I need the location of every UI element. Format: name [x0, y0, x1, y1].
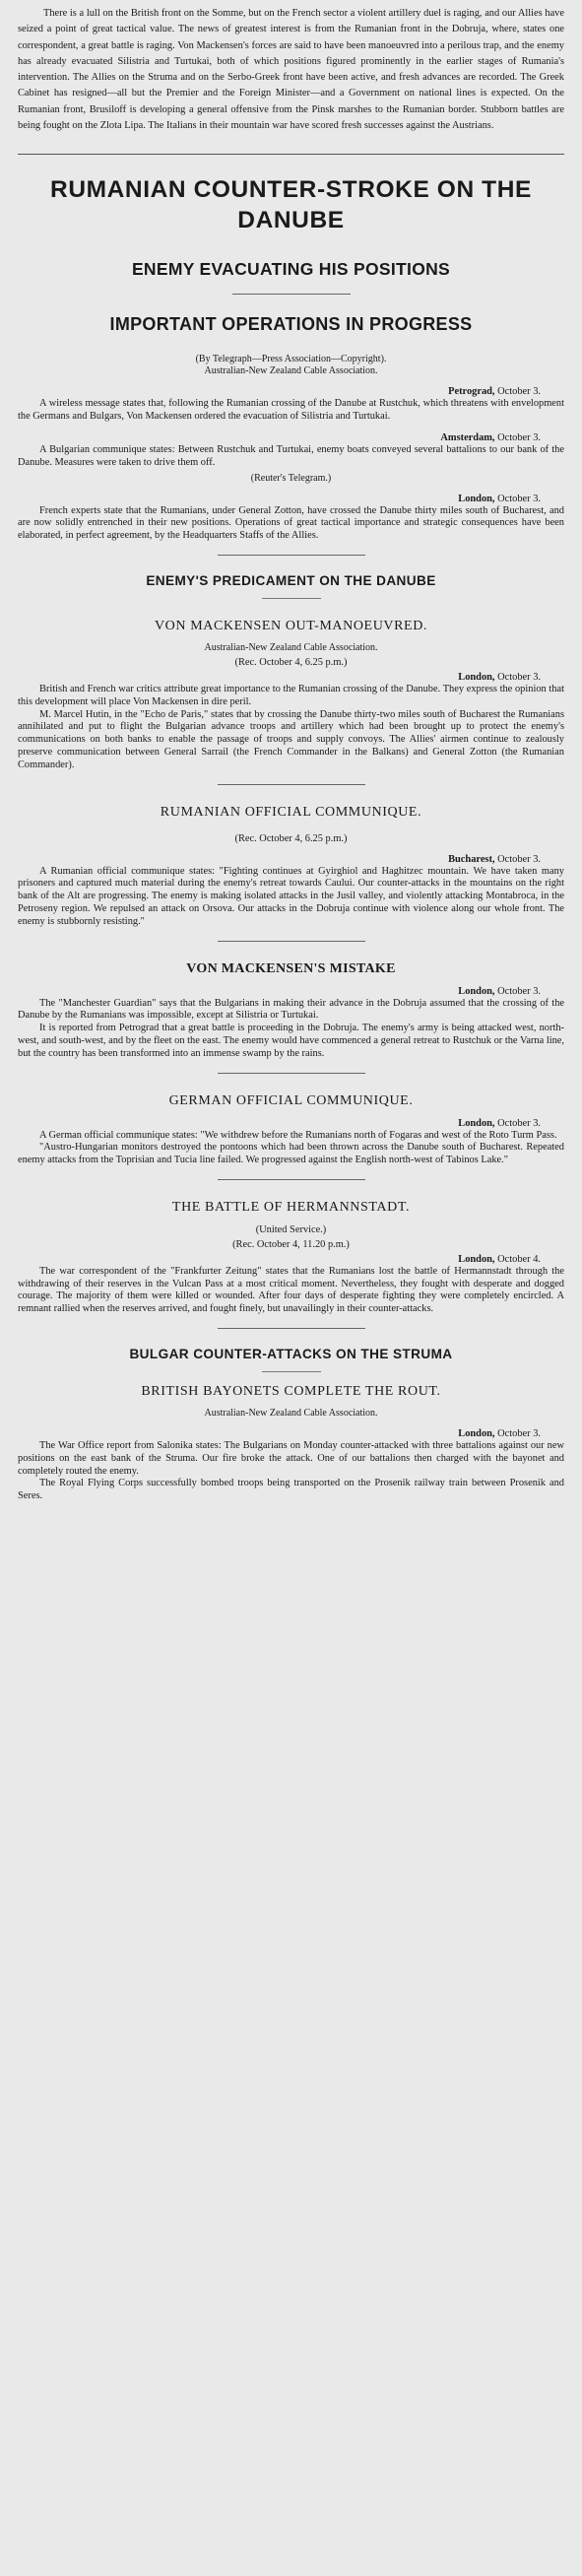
received-line: (Rec. October 4, 6.25 p.m.) [234, 832, 348, 844]
divider-rule [232, 294, 351, 295]
divider-rule [218, 1073, 365, 1074]
received-line: (Rec. October 4, 6.25 p.m.) [234, 656, 348, 668]
subheadline-operations: IMPORTANT OPERATIONS IN PROGRESS [109, 314, 473, 335]
dateline-place: Bucharest, [448, 853, 495, 865]
dateline [18, 493, 541, 505]
dateline-date: October 3. [494, 431, 541, 443]
dateline [18, 853, 541, 866]
dateline-place: London, [458, 1428, 495, 1440]
section-title: RUMANIAN OFFICIAL COMMUNIQUE. [160, 804, 422, 820]
agency-line: Australian-New Zealand Cable Association. [204, 641, 378, 653]
article-paragraph: The war correspondent of the "Frankfurter Zeitung" states that the Rumanians lost the battle of Hermannstadt through the withdrawing of their reserves in the Vulcan Pass at a most critical moment. Nevertheless, they fought with desperate and dogged courage. The majority of them were killed or wounded. After four days of desperate fighting they were completely encircled. A remnant rallied when the reserves arrived, and fought finely, but unavailingly in their counter-attacks. [18, 1265, 564, 1315]
section-subtitle: BRITISH BAYONETS COMPLETE THE ROUT. [141, 1384, 441, 1400]
article-paragraph: M. Marcel Hutin, in the "Echo de Paris," states that by crossing the Danube thirty-two miles south of Bucharest the Rumanians annihilated and put to flight the Bulgarian advance troops and artillery which had been brought up to protect the enemy's communications on both banks to enable the passage of troops and supply convoys. The Allies' airmen continue to zealously preserve communication between General Sarrail (the French Commander in the Balkans) and General Zotton (the Rumanian Commander). [18, 708, 564, 770]
dateline-date: October 3. [494, 985, 541, 997]
dateline [18, 1427, 541, 1440]
article-paragraph: The War Office report from Salonika states: The Bulgarians on Monday counter-attacked with three battalions against our new positions on the east bank of the Struma. Our fire broke the attack. One of our battalions then charged with the bayonet and completely routed the enemy. [18, 1440, 564, 1477]
dateline-date: October 3. [494, 386, 541, 398]
agency-line: Australian-New Zealand Cable Association. [204, 1408, 378, 1420]
agency-line: Australian-New Zealand Cable Association. [204, 365, 378, 377]
credit-line: (By Telegraph—Press Association—Copyright). [195, 354, 387, 365]
section-title: ENEMY'S PREDICAMENT ON THE DANUBE [146, 572, 436, 588]
dateline-date: October 3. [494, 1428, 541, 1440]
article-paragraph: A Bulgarian communique states: Between Rustchuk and Turtukai, enemy boats conveyed several battalions to our bank of the Danube. Measures were taken to drive them off. [18, 443, 564, 468]
article-paragraph: French experts state that the Rumanians, under General Zotton, have crossed the Danube thirty miles south of Bucharest, and are now solidly entrenched in their new positions. Operations of great tactical importance and strategic consequences have been elaborated, in perfect agreement, by the Headquarters Staffs of the Allies. [18, 504, 564, 542]
divider-rule [18, 154, 564, 155]
dateline [18, 1117, 541, 1130]
dateline-date: October 4. [494, 1253, 541, 1265]
summary-paragraph: There is a lull on the British front on the Somme, but on the French sector a violent artillery duel is raging, and our Allies have seized a point of great tactical value. The news of greatest interest is from the Rumanian front in the Dobruja, where, states one correspondent, a great battle is raging. Von Mackensen's forces are said to have been manoeuvred into a perilous trap, and the enemy has already evacuated Silistria and Turtukai, both of which positions figured prominently in the earlier stages of Rumania's intervention. The Allies on the Struma and on the Serbo-Greek front have been active, and fresh advances are recorded. The Greek Cabinet has resigned—all but the Premier and the Foreign Minister—and a Government on national lines is expected. On the Rumanian front, Brusiloff is developing a general offensive from the Pinsk marshes to the Rumanian border. Stubborn battles are being fought on the Zlota Lipa. The Italians in their mountain war have scored fresh successes against the Austrians. [18, 8, 564, 132]
section-subtitle: VON MACKENSEN OUT-MANOEUVRED. [154, 618, 428, 633]
main-headline: RUMANIAN COUNTER-STROKE ON THE DANUBE [50, 176, 532, 234]
divider-rule [218, 784, 365, 785]
divider-rule [218, 1328, 365, 1329]
divider-rule [262, 1371, 321, 1372]
subheadline-evacuating: ENEMY EVACUATING HIS POSITIONS [131, 259, 451, 280]
section-title: GERMAN OFFICIAL COMMUNIQUE. [168, 1092, 414, 1108]
divider-rule [262, 598, 321, 599]
article-paragraph: British and French war critics attribute great importance to the Rumanian crossing of the Danube. They express the opinion that this development will place Von Mackensen in dire peril. [18, 683, 564, 707]
divider-rule [218, 555, 365, 556]
dateline-place: London, [458, 493, 495, 504]
article-paragraph: A German official communique states: "We withdrew before the Rumanians north of Fogaras and west of the Roto Turm Pass. [39, 1129, 557, 1141]
section-title: THE BATTLE OF HERMANNSTADT. [171, 1199, 411, 1215]
dateline-date: October 3. [494, 493, 541, 504]
article-paragraph: A Rumanian official communique states: "Fighting continues at Gyirghiol and Haghitzec mountain. We have taken many prisoners and captured much material during the enemy's retreat towards Caului. Our counter-attacks in the mountains on the right bank of the Alt are progressing. The enemy is making isolated attacks in the Jusil valley, and violently attacking Montabroca, in the Petroseny region. We repulsed an attack on Orsova. Our attacks in the Dobruja continue with violence along our whole front. The enemy is stubbornly resisting." [18, 865, 564, 927]
dateline-date: October 3. [494, 1117, 541, 1129]
dateline-date: October 3. [494, 671, 541, 683]
source-line: (Reuter's Telegram.) [250, 472, 332, 484]
article-paragraph: "Austro-Hungarian monitors destroyed the pontoons which had been thrown across the Danube south of Bucharest. Repeated enemy attacks from the Toprisian and Tucia line failed. We progressed against the English north-west of Tabinos Lake." [18, 1142, 564, 1166]
article-paragraph: The "Manchester Guardian" says that the Bulgarians in making their advance in the Dobruja assumed that the crossing of the Danube by the Rumanians was impossible, except at Silistria or Turtukai. [18, 997, 564, 1022]
section-title: BULGAR COUNTER-ATTACKS ON THE STRUMA [129, 1347, 453, 1362]
article-paragraph: A wireless message states that, following the Rumanian crossing of the Danube at Rustchuk, which threatens with envelopment the Germans and Bulgars, Von Mackensen ordered the evacuation of Silistria and Turtukai. [18, 398, 564, 423]
dateline-date: October 3. [494, 853, 541, 865]
dateline [18, 985, 541, 998]
dateline-place: London, [458, 985, 495, 997]
dateline [18, 431, 541, 444]
article-paragraph: The Royal Flying Corps successfully bombed troops being transported on the Prosenik railway train between Prosenik and Seres. [18, 1478, 564, 1502]
dateline [18, 671, 541, 684]
received-line: (Rec. October 4, 11.20 p.m.) [232, 1238, 350, 1250]
divider-rule [218, 1179, 365, 1180]
service-line: (United Service.) [255, 1223, 327, 1235]
dateline-place: London, [458, 1117, 495, 1129]
dateline [18, 385, 541, 398]
news-summary [18, 6, 564, 134]
dateline-place: Amsterdam, [440, 431, 495, 443]
dateline-place: London, [458, 671, 495, 683]
section-title: VON MACKENSEN'S MISTAKE [186, 960, 396, 976]
dateline-place: London, [458, 1253, 495, 1265]
dateline-place: Petrograd, [448, 386, 495, 398]
divider-rule [218, 941, 365, 942]
dateline [18, 1253, 541, 1266]
article-paragraph: It is reported from Petrograd that a great battle is proceeding in the Dobruja. The enemy's army is being attacked west, north-west, and south-west, and by the fleet on the east. The enemy would have commenced a general retreat to Rustchuk or the Varna line, but the country has been transformed into an immense swamp by the rains. [18, 1023, 564, 1059]
